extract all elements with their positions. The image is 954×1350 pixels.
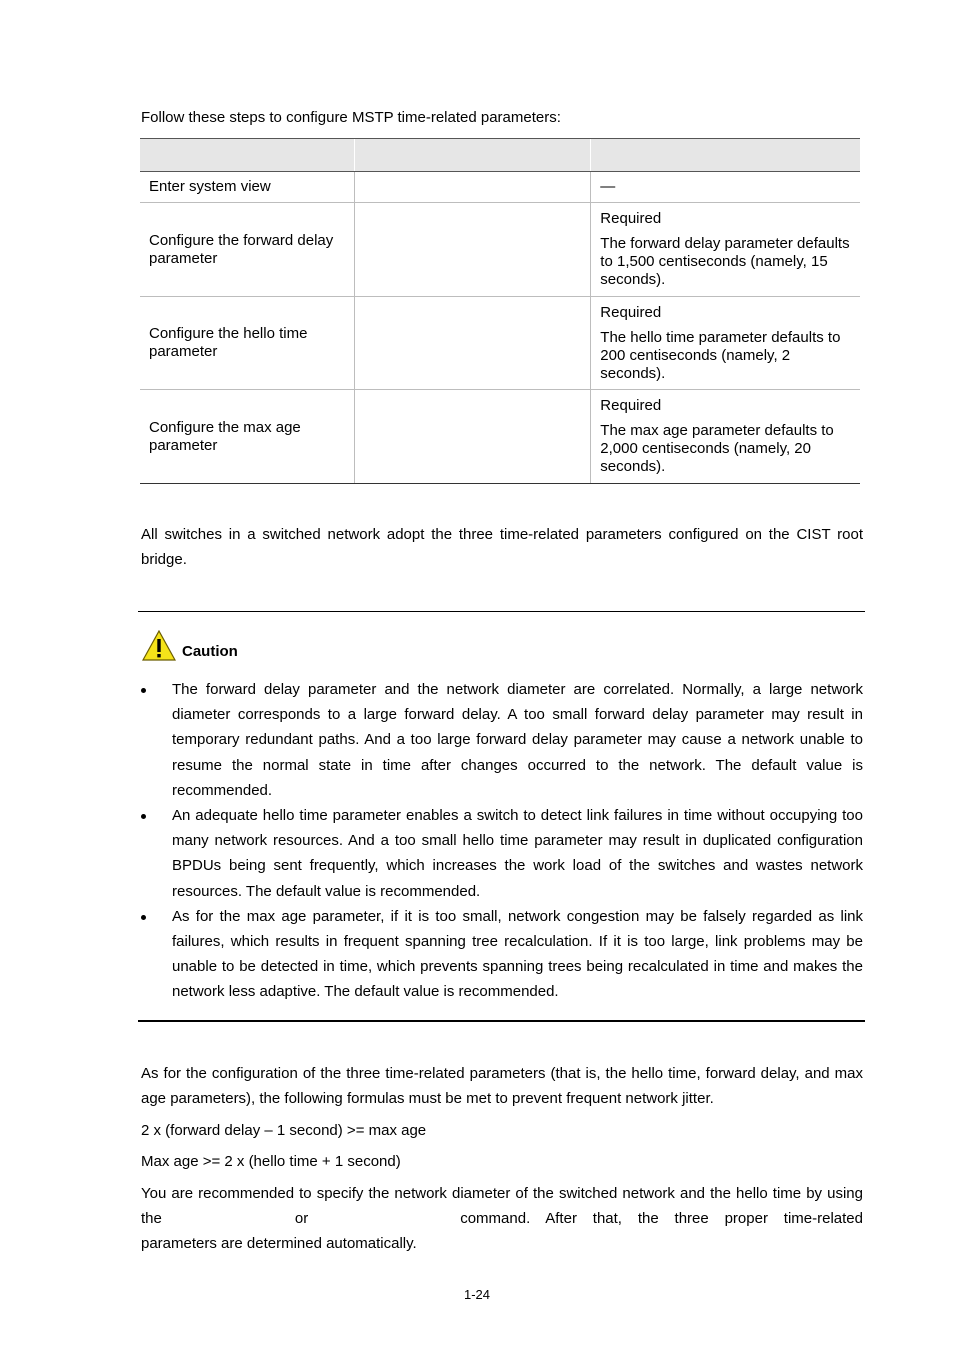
table-row xyxy=(140,172,860,203)
remark-required: Required xyxy=(600,397,662,414)
formula-forward-delay: 2 x (forward delay – 1 second) >= max age xyxy=(141,1122,427,1139)
operation-cell: Configure the forward delay parameter xyxy=(140,203,354,297)
operation-cell: Configure the max age parameter xyxy=(140,390,354,484)
remark-text: The max age parameter defaults to 2,000 centiseconds (namely, 20 seconds). xyxy=(600,422,834,475)
list-item: An adequate hello time parameter enables a switch to detect link failures in time without occupying too many network resources. And a too small hello time parameter may result in duplicated configuration BPDUs being sent frequently, which increases the work load of the switches and wastes network resources. The default value is recommended. xyxy=(141,803,863,904)
remarks-cell xyxy=(591,203,860,297)
remarks-cell xyxy=(591,172,860,203)
table-row xyxy=(140,390,860,484)
list-item: As for the max age parameter, if it is too small, network congestion may be falsely regarded as link failures, which results in frequent spanning tree recalculation. If it is too large, link problems may be unable to be detected in time, which prevents spanning trees being recalculated in time and makes the network less adaptive. The default value is recommended. xyxy=(141,904,863,1005)
formula-hello-time: Max age >= 2 x (hello time + 1 second) xyxy=(141,1153,401,1170)
command-cell xyxy=(354,297,591,390)
bullet-icon xyxy=(141,814,146,819)
table-row xyxy=(140,203,860,297)
bullet-icon xyxy=(141,915,146,920)
intro-text: Follow these steps to configure MSTP time-related parameters: xyxy=(141,109,561,126)
remarks-cell xyxy=(591,297,860,390)
remark-text: The hello time parameter defaults to 200 centiseconds (namely, 2 seconds). xyxy=(600,328,841,382)
table-header-row xyxy=(140,139,860,172)
list-item: The forward delay parameter and the network diameter are correlated. Normally, a large network diameter corresponds to a large forward delay. A too small forward delay parameter may result in temporary redundant paths. And a too large forward delay parameter may cause a network unable to resume the normal state in time after changes occurred to the network. The default value is recommended. xyxy=(141,677,863,803)
warning-triangle-icon xyxy=(142,630,176,661)
caution-bottom-rule xyxy=(138,1020,865,1022)
config-steps-table xyxy=(140,138,860,484)
remarks-cell xyxy=(591,390,860,484)
remark-required: Required xyxy=(600,210,662,227)
table-row xyxy=(140,297,860,390)
header-operation xyxy=(140,139,354,172)
header-command xyxy=(354,139,591,172)
recommend-paragraph: You are recommended to specify the network diameter of the switched network and the hello time by using the or command. After that, the three proper time-related parameters are determined automatically. xyxy=(141,1185,863,1252)
command-cell xyxy=(354,390,591,484)
operation-cell: Configure the hello time parameter xyxy=(140,297,354,390)
operation-cell: Enter system view xyxy=(140,172,354,203)
caution-top-rule xyxy=(138,611,865,612)
remark-required: Required xyxy=(600,303,662,321)
bullet-icon xyxy=(141,688,146,693)
command-cell xyxy=(354,203,591,297)
page-number: 1-24 xyxy=(463,1287,491,1302)
remark-text: The forward delay parameter defaults to 1,500 centiseconds (namely, 15 seconds). xyxy=(600,235,850,288)
caution-label: Caution xyxy=(182,643,238,660)
cist-note: All switches in a switched network adopt the three time-related parameters configured on the CIST root bridge. xyxy=(141,526,863,568)
command-cell xyxy=(354,172,591,203)
header-remarks xyxy=(591,139,860,172)
formula-intro: As for the configuration of the three time-related parameters (that is, the hello time, forward delay, and max age parameters), the following formulas must be met to prevent frequent network jitter. xyxy=(141,1065,863,1107)
remark-required: — xyxy=(600,178,616,195)
caution-list xyxy=(141,677,863,1005)
